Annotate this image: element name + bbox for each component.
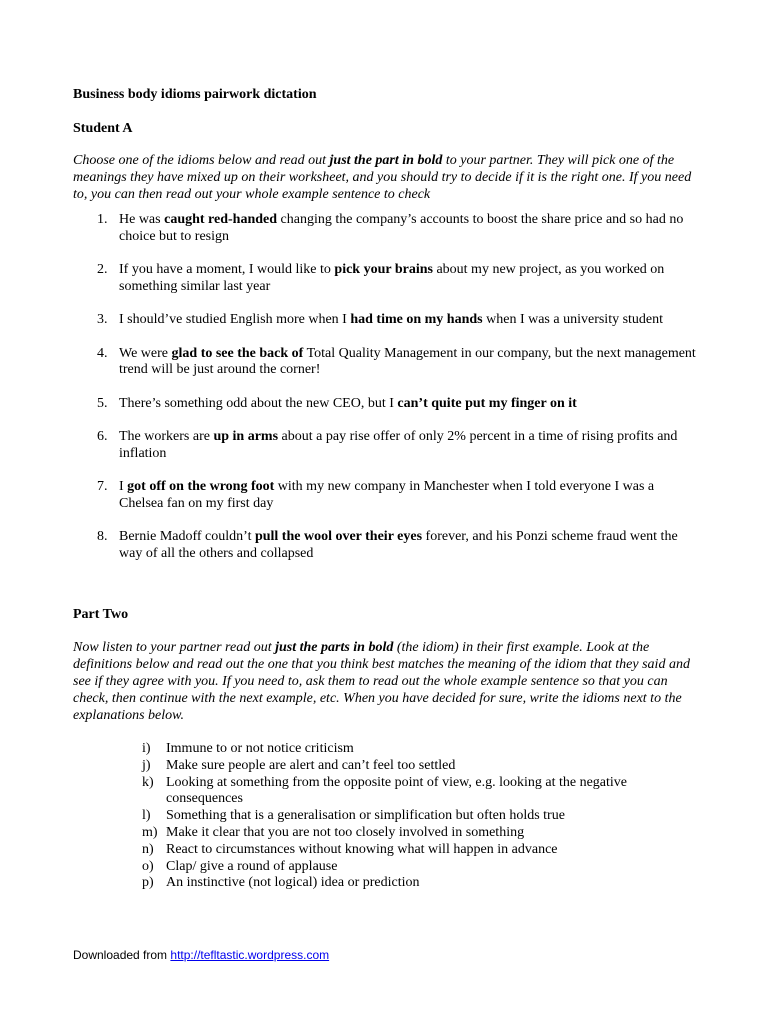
item-letter: i) — [142, 741, 151, 756]
definition-text: React to circumstances without knowing what will happen in advance — [166, 841, 558, 857]
item-number: 5. — [97, 395, 108, 411]
idiom-bold: got off on the wrong foot — [127, 479, 275, 494]
item-letter: p) — [142, 875, 154, 891]
sentence-text: forever, and his Ponzi scheme fraud went the way of all the others and collapsed — [119, 529, 678, 561]
list-item — [73, 429, 699, 462]
item-number: 7. — [97, 479, 108, 494]
item-number: 8. — [97, 529, 108, 544]
item-letter: l) — [142, 808, 151, 824]
instructions-bold-text: just the part in bold — [329, 153, 443, 168]
list-item — [73, 396, 699, 413]
list-item — [73, 741, 699, 758]
definition-text: Looking at something from the opposite point of view, e.g. looking at the negative consequences — [166, 774, 628, 807]
idiom-bold: can’t quite put my finger on it — [397, 395, 577, 411]
sentence-text: when I was a university student — [482, 312, 664, 327]
idiom-bold: pull the wool over their eyes — [254, 529, 423, 544]
item-letter: n) — [142, 841, 154, 857]
sentence-text: There’s something odd about the new CEO, but I — [119, 395, 398, 411]
sentence-text: with my new company in Manchester when I told everyone I was a Chelsea fan on my first day — [119, 479, 655, 511]
instructions-paragraph — [73, 152, 699, 203]
list-item — [73, 875, 699, 892]
item-number: 2. — [97, 262, 108, 277]
definition-text: Make sure people are alert and can’t feel too settled — [166, 757, 456, 773]
list-item — [73, 479, 699, 512]
definition-text: An instinctive (not logical) idea or prediction — [166, 875, 420, 891]
instructions-bold-text: just the parts in bold — [275, 640, 394, 655]
sentence-text: I should’ve studied English more when I — [119, 312, 351, 327]
list-item — [73, 825, 699, 842]
idiom-bold: had time on my hands — [350, 312, 483, 327]
part-two-heading: Part Two — [73, 607, 129, 622]
idiom-bold: up in arms — [213, 429, 279, 444]
sentence-text: The workers are — [119, 429, 214, 444]
item-letter: k) — [142, 774, 154, 790]
item-number: 6. — [97, 429, 108, 444]
sentence-text: Total Quality Management in our company, but the next management trend will be just around the corner! — [119, 345, 696, 377]
idiom-bold: caught red-handed — [164, 212, 278, 227]
idiom-bold: glad to see the back of — [171, 345, 304, 361]
instructions-text: Choose one of the idioms below and read out — [73, 153, 330, 168]
list-item — [73, 842, 699, 859]
sentence-text: I — [119, 479, 128, 494]
definition-text: Something that is a generalisation or simplification but often holds true — [166, 808, 565, 824]
sentence-text: about a pay rise offer of only 2% percent in a time of rising profits and inflation — [119, 429, 678, 461]
item-number: 3. — [97, 312, 108, 327]
list-item — [73, 212, 699, 245]
list-item — [73, 346, 699, 379]
document-title: Business body idioms pairwork dictation — [73, 87, 317, 102]
instructions-text: to your partner. They will pick one of the meanings they have mixed up on their worksheet, and you should try to decide if it is the right one. If you need to, you can then read out your whole example sentence to check — [73, 153, 692, 202]
sentence-text: If you have a moment, I would like to — [119, 262, 335, 277]
list-item — [73, 758, 699, 775]
sentence-text: Bernie Madoff couldn’t — [119, 529, 255, 544]
item-number: 4. — [97, 345, 108, 361]
definition-text: Make it clear that you are not too closely involved in something — [166, 824, 525, 840]
instructions-text: (the idiom) in their first example. Look at the definitions below and read out the one that you think best matches the meaning of the idiom that they said and see if they agree with you. If you need to, ask them to read out the whole example sentence so that you can check, then continue with the next example, etc. When you have decided for sure, write the idioms next to the explanations below. — [73, 640, 690, 723]
definition-text: Immune to or not notice criticism — [166, 741, 354, 756]
idiom-list — [73, 212, 699, 579]
list-item — [73, 775, 699, 809]
student-label: Student A — [73, 121, 133, 136]
list-item — [73, 312, 699, 329]
footer — [73, 948, 329, 963]
list-item — [73, 262, 699, 295]
definition-list — [73, 741, 699, 892]
item-number: 1. — [97, 212, 108, 227]
item-letter: o) — [142, 858, 154, 874]
sentence-text: changing the company’s accounts to boost the share price and so had no choice but to resign — [119, 212, 684, 244]
footer-label: Downloaded from — [73, 948, 171, 962]
list-item — [73, 859, 699, 876]
item-letter: m) — [142, 824, 158, 840]
idiom-bold: pick your brains — [334, 262, 433, 277]
source-link[interactable]: http://tefltastic.wordpress.com — [170, 948, 330, 962]
item-letter: j) — [142, 757, 151, 773]
definition-text: Clap/ give a round of applause — [166, 858, 338, 874]
sentence-text: He was — [119, 212, 165, 227]
part-two-instructions — [73, 639, 699, 724]
sentence-text: about my new project, as you worked on something similar last year — [119, 262, 665, 294]
list-item — [73, 808, 699, 825]
list-item — [73, 529, 699, 562]
sentence-text: We were — [119, 345, 172, 361]
instructions-text: Now listen to your partner read out — [73, 640, 276, 655]
